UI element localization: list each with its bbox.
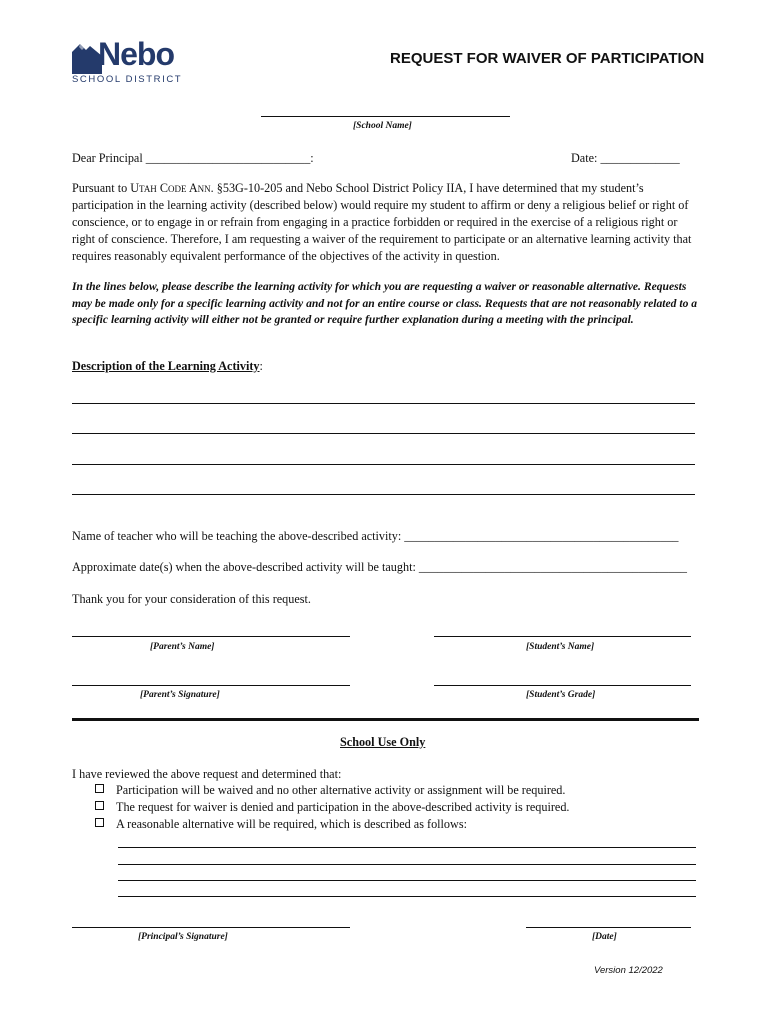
principal-signature-caption: [Principal’s Signature] [138, 932, 228, 942]
description-colon: : [259, 359, 263, 373]
checkbox[interactable] [95, 784, 104, 793]
option-denied [95, 800, 569, 815]
date-field: Date: _____________ [571, 151, 680, 165]
checkbox[interactable] [95, 801, 104, 810]
principal-date-caption: [Date] [592, 932, 617, 942]
description-heading [72, 359, 263, 374]
parent-signature-line[interactable] [72, 685, 350, 686]
school-use-heading: School Use Only [340, 735, 426, 749]
student-grade-caption: [Student’s Grade] [526, 690, 596, 700]
parent-name-caption: [Parent’s Name] [150, 642, 215, 652]
intro-post: §53G-10-205 and Nebo School District Policy IIA, I have determined that my student’s participation in the learning activity (described below) would require my student to affirm or deny a religious belief or right of conscience, or to engage in or refrain from engaging in a practice forbidden or required in the exercise of a religious right or right of conscience. Therefore, I am requesting a waiver of the requirement to participate or an alternative learning activity that requires reasonably equivalent performance of the objectives of the activity in question. [72, 181, 692, 263]
description-label: Description of the Learning Activity [72, 359, 260, 373]
parent-name-line[interactable] [72, 636, 350, 637]
option-label: Participation will be waived and no other alternative activity or assignment will be required. [116, 783, 566, 797]
description-line[interactable] [72, 464, 695, 465]
activity-dates-field: Approximate date(s) when the above-described activity will be taught: ____________________________________________ [72, 560, 688, 574]
section-divider [72, 718, 699, 721]
student-name-caption: [Student’s Name] [526, 642, 595, 652]
checkbox[interactable] [95, 818, 104, 827]
principal-signature-line[interactable] [72, 927, 350, 928]
instructions: In the lines below, please describe the learning activity for which you are requesting a waiver or reasonable alternative. Requests may be made only for a specific learning activity and not for an entire course or class. Requests that are not reasonably related to a specific learning activity will either not be granted or require further explanation during a meeting with the principal. [72, 280, 698, 326]
dear-principal: Dear Principal ___________________________: [72, 151, 314, 165]
description-line[interactable] [72, 403, 695, 404]
alternative-line[interactable] [118, 896, 696, 897]
school-name-line[interactable] [261, 116, 510, 117]
option-waived [95, 783, 565, 798]
school-name-caption: [School Name] [353, 121, 412, 131]
review-intro: I have reviewed the above request and determined that: [72, 767, 342, 781]
logo-subtitle: SCHOOL DISTRICT [72, 74, 183, 85]
thank-you-text: Thank you for your consideration of this request. [72, 592, 311, 606]
description-line[interactable] [72, 494, 695, 495]
student-grade-line[interactable] [434, 685, 691, 686]
intro-paragraph [72, 180, 700, 265]
logo-word: Nebo [98, 36, 174, 72]
student-name-line[interactable] [434, 636, 691, 637]
intro-pre: Pursuant to [72, 181, 131, 195]
alternative-line[interactable] [118, 880, 696, 881]
option-label: The request for waiver is denied and participation in the above-described activity is required. [116, 800, 570, 814]
option-alternative [95, 817, 467, 832]
nebo-logo [72, 36, 183, 90]
description-line[interactable] [72, 433, 695, 434]
intro-code: Utah Code Ann. [130, 181, 214, 195]
parent-signature-caption: [Parent’s Signature] [140, 690, 220, 700]
principal-date-line[interactable] [526, 927, 691, 928]
teacher-field: Name of teacher who will be teaching the above-described activity: _____________________________________________ [72, 529, 679, 543]
alternative-line[interactable] [118, 864, 696, 865]
alternative-line[interactable] [118, 847, 696, 848]
version-label: Version 12/2022 [594, 965, 663, 976]
form-title: REQUEST FOR WAIVER OF PARTICIPATION [390, 50, 705, 67]
option-label: A reasonable alternative will be required, which is described as follows: [116, 817, 467, 831]
